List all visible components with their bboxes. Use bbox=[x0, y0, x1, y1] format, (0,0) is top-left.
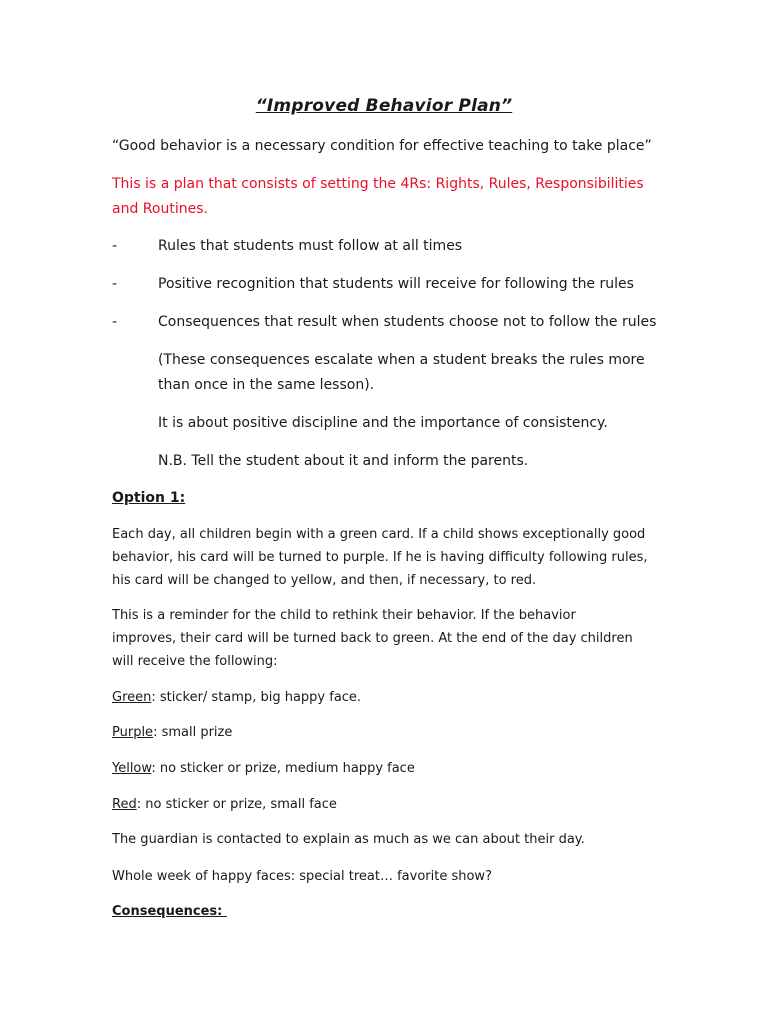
note-line-2: than once in the same lesson). bbox=[158, 377, 375, 393]
card-purple-line bbox=[112, 722, 232, 744]
week-text: Whole week of happy faces: special treat… favorite show? bbox=[112, 869, 492, 884]
card-reward-text: : no sticker or prize, small face bbox=[136, 797, 337, 812]
bullet-text: Positive recognition that students will receive for following the rules bbox=[158, 276, 634, 292]
option1-para2-line: This is a reminder for the child to rethink their behavior. If the behavior bbox=[112, 608, 576, 623]
card-green-line bbox=[112, 687, 361, 709]
option1-para2-line: will receive the following: bbox=[112, 654, 278, 669]
quote-text: “Good behavior is a necessary condition for effective teaching to take place” bbox=[112, 138, 652, 154]
note-consistency: It is about positive discipline and the importance of consistency. bbox=[158, 415, 608, 431]
option1-para1-line: his card will be changed to yellow, and then, if necessary, to red. bbox=[112, 573, 537, 588]
card-color-label: Purple bbox=[112, 725, 154, 740]
card-yellow-line bbox=[112, 758, 415, 780]
option1-heading: Option 1: bbox=[112, 490, 186, 506]
bullet-text: Rules that students must follow at all times bbox=[158, 238, 463, 254]
bullet-dash: - bbox=[112, 314, 118, 330]
card-red-line bbox=[112, 794, 337, 816]
card-reward-text: : sticker/ stamp, big happy face. bbox=[151, 690, 362, 705]
card-color-label: Yellow bbox=[112, 761, 152, 776]
option1-para1-line: Each day, all children begin with a green card. If a child shows exceptionally good bbox=[112, 527, 646, 542]
option1-para2-line: improves, their card will be turned back to green. At the end of the day children bbox=[112, 631, 633, 646]
card-reward-text: : no sticker or prize, medium happy face bbox=[151, 761, 415, 776]
bullet-text: Consequences that result when students choose not to follow the rules bbox=[158, 314, 657, 330]
card-reward-text: : small prize bbox=[153, 725, 233, 740]
bullet-dash: - bbox=[112, 276, 118, 292]
guardian-text: The guardian is contacted to explain as much as we can about their day. bbox=[112, 832, 585, 847]
card-color-label: Green bbox=[112, 690, 152, 705]
intro-line-1: This is a plan that consists of setting the 4Rs: Rights, Rules, Responsibilities bbox=[112, 176, 644, 192]
intro-line-2: and Routines. bbox=[112, 201, 208, 217]
document-title: “Improved Behavior Plan” bbox=[255, 96, 513, 116]
card-color-label: Red bbox=[112, 797, 137, 812]
bullet-dash: - bbox=[112, 238, 118, 254]
consequences-heading: Consequences: bbox=[112, 904, 227, 919]
note-line-1: (These consequences escalate when a student breaks the rules more bbox=[158, 352, 645, 368]
note-nb: N.B. Tell the student about it and inform the parents. bbox=[158, 453, 529, 469]
option1-para1-line: behavior, his card will be turned to purple. If he is having difficulty following rules, bbox=[112, 550, 648, 565]
